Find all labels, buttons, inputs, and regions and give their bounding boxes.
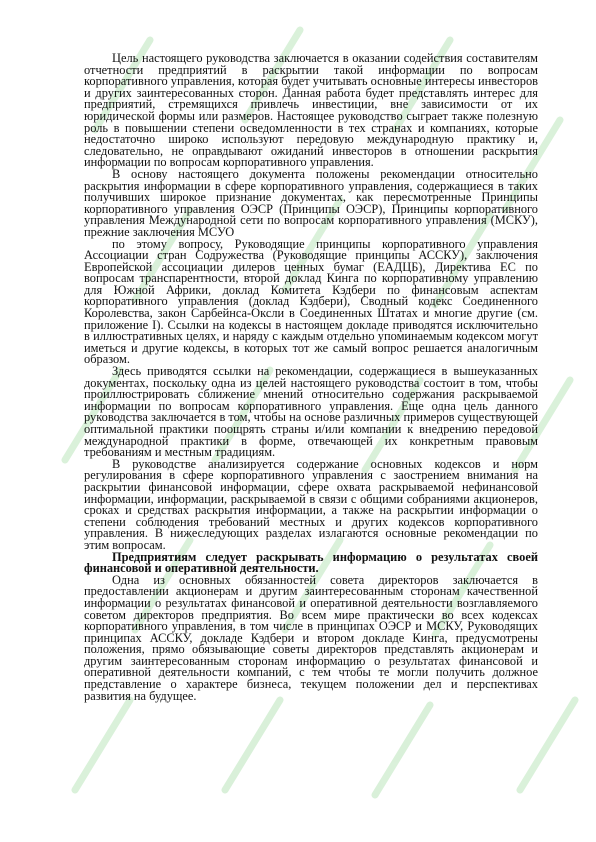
paragraph-6: Одна из основных обязанностей совета директоров заключается в предоставлении акционерам и другим заинтересованным сторонам качественной информации о результатах финансовой и оперативной деятельности возглавляемого советом директоров предприятия. Во всем мире практически во всех кодексах корпоративного управления, в том числе в принципах ОЭСР и МСКУ, Руководящих принципах АССКУ, докладе Кэдбери и втором докладе Кинга, предусмотрены положения, прямо обязывающие советы директоров представлять акционерам и другим заинтересованным сторонам информацию о результатах финансовой и оперативной деятельности компаний, с тем чтобы те могли получить должное представление о характере бизнеса, текущем положении дел и перспективах развития на будущее. — [84, 572, 538, 703]
document-page — [84, 53, 538, 702]
paragraph-2: В основу настоящего документа положены рекомендации относительно раскрытия информации в сфере корпоративного управления, содержащиеся в таких получивших широкое признание документах, как пересмотренные Принципы корпоративного управления ОЭСР (Принципы ОЭСР), Принципы корпоративного управления Международной сети по вопросам корпоративного управления (МСКУ), прежние заключения МСУО — [84, 166, 538, 239]
section-heading: Предприятиям следует раскрывать информацию о результатах своей финансовой и оперативной деятельности. — [84, 549, 538, 576]
paragraph-1: Цель настоящего руководства заключается в оказании содействия составителям отчетности предприятий в раскрытии такой информации по вопросам корпоративного управления, которая будет учитывать основные интересы инвесторов и других заинтересованных сторон. Данная работа будет представлять интерес для предприятий, стремящихся привлечь инвестиции, вне зависимости от их юридической формы или размеров. Настоящее руководство сыграет также полезную роль в повышении степени осведомленности в тех странах и компаниях, которые недостаточно широко используют передовую международную практику и, следовательно, не оправдывают ожиданий инвесторов в отношении раскрытия информации по вопросам корпоративного управления. — [84, 51, 538, 170]
paragraph-5: В руководстве анализируется содержание основных кодексов и норм регулирования в сфере корпоративного управления с заострением внимания на раскрытии финансовой информации, сфере охвата раскрываемой нефинансовой информации, информации, раскрываемой в связи с общими собраниями акционеров, сроках и средствах раскрытия информации, а также на раскрытии информации о степени соблюдения требований местных и других кодексов корпоративного управления. В нижеследующих разделах излагаются основные рекомендации по этим вопросам. — [84, 456, 538, 552]
paragraph-4: Здесь приводятся ссылки на рекомендации, содержащиеся в вышеуказанных документах, поскольку одна из целей настоящего руководства состоит в том, чтобы проиллюстрировать сближение мнений относительно содержания раскрываемой информации по вопросам корпоративного управления. Еще одна цель данного руководства заключается в том, чтобы на основе различных примеров существующей оптимальной практики поощрять страны и/или компании к внедрению передовой международной практики в форме, отвечающей их конкретным правовым требованиям и местным традициям. — [84, 364, 538, 460]
paragraph-3: по этому вопросу, Руководящие принципы корпоративного управления Ассоциации стран Содружества (Руководящие принципы АССКУ), заключения Европейской ассоциации дилеров ценных бумаг (ЕАДЦБ), Директива ЕС по вопросам транспарентности, второй доклад Кинга по корпоративному управлению для Южной Африки, доклад Комитета Кэдбери по финансовым аспектам корпоративного управления (доклад Кэдбери), Сводный кодекс Соединенного Королевства, закон Сарбейнса-Оксли в Соединенных Штатах и многие другие (см. приложение I). Ссылки на кодексы в настоящем докладе приводятся исключительно в иллюстративных целях, и наряду с каждым отдельно упоминаемым кодексом могут иметься и другие кодексы, в которых тот же самый вопрос решается аналогичным образом. — [84, 236, 538, 367]
